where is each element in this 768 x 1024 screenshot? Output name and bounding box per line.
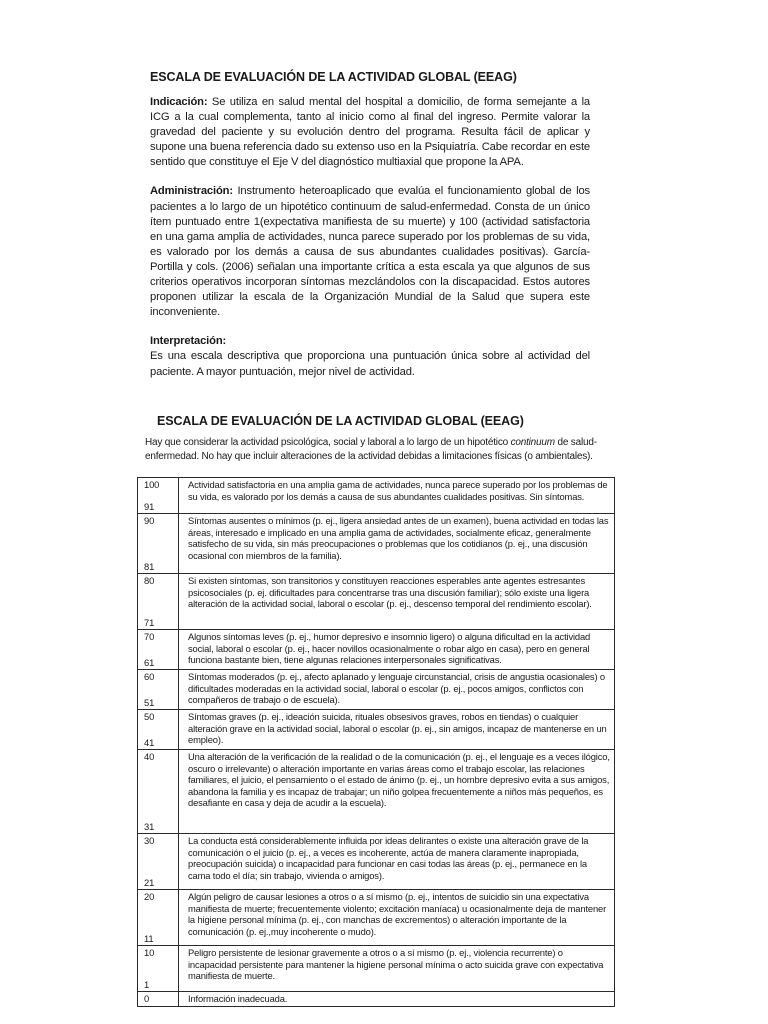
score-range-cell [138, 710, 179, 750]
score-upper: 60 [144, 671, 155, 682]
score-lower: 51 [144, 697, 155, 709]
intro-section [150, 70, 590, 394]
score-range-cell [138, 670, 179, 710]
score-range-cell [138, 514, 179, 574]
score-range-cell [138, 630, 179, 670]
score-upper: 80 [144, 575, 155, 586]
score-lower: 21 [144, 877, 155, 889]
table-row [138, 890, 615, 946]
score-range-cell [138, 890, 179, 946]
eeag-table-body [138, 478, 615, 1007]
score-description: Síntomas moderados (p. ej., afecto aplanado y lenguaje circunstancial, crisis de angustia ocasionales) o dificultades moderadas en la actividad social, laboral o escolar (p. ej., pocos amigos, conflictos con compañeros de trabajo o de escuela). [179, 670, 615, 710]
score-description: Síntomas ausentes o mínimos (p. ej., ligera ansiedad antes de un examen), buena actividad en todas las áreas, interesado e implicado en una amplia gama de actividades, socialmente eficaz, generalmente satisfecho de su vida, sin más preocupaciones o problemas que los cotidianos (p. ej., una discusión ocasional con miembros de la familia). [179, 514, 615, 574]
score-upper: 50 [144, 711, 155, 722]
score-description: Algún peligro de causar lesiones a otros o a sí mismo (p. ej., intentos de suicidio sin una expectativa manifiesta de muerte; frecuentemente violento; excitación maníaca) u ocasionalmente deja de mantener la higiene personal mínima (p. ej., con manchas de excrementos) o alteración importante de la comunicación (p. ej.,muy incoherente o mudo). [179, 890, 615, 946]
eeag-table [137, 477, 615, 1007]
score-description: Algunos síntomas leves (p. ej., humor depresivo e insomnio ligero) o alguna dificultad en la actividad social, laboral o escolar (p. ej., hacer novillos ocasionalmente o robar algo en casa), pero en general funciona bastante bien, tiene algunas relaciones interpersonales significativas. [179, 630, 615, 670]
table-row [138, 946, 615, 992]
score-upper: 90 [144, 515, 155, 526]
score-range-cell [138, 946, 179, 992]
table-row [138, 514, 615, 574]
scale-title: ESCALA DE EVALUACIÓN DE LA ACTIVIDAD GLOBAL (EEAG) [157, 414, 524, 428]
administracion-text: Instrumento heteroaplicado que evalúa el funcionamiento global de los pacientes a lo largo de un hipotético continuum de salud-enfermedad. Consta de un único ítem puntuado entre 1(expectativa manifiesta de su muerte) y 100 (actividad satisfactoria en una gama amplia de actividades, nunca parece superado por los problemas de su vida, es valorado por los demás a causa de sus abundantes cualidades positivas). García-Portilla y cols. (2006) señalan una importante crítica a esta escala ya que algunos de sus criterios operativos incorporan síntomas mezclándolos con la discapacidad. Estos autores proponen utilizar la escala de la Organización Mundial de la Salud que supera este inconveniente. [150, 185, 590, 319]
score-upper: 30 [144, 835, 155, 846]
scale-desc-italic: continuum [510, 437, 555, 448]
score-upper: 40 [144, 751, 155, 762]
score-upper: 0 [144, 993, 150, 1004]
interpretacion-text: Es una escala descriptiva que proporciona una puntuación única sobre al actividad del paciente. A mayor puntuación, mejor nivel de actividad. [150, 350, 590, 378]
score-upper: 10 [144, 947, 155, 958]
scale-desc-before: Hay que considerar la actividad psicológica, social y laboral a lo largo de un hipotético [145, 437, 511, 448]
scale-desc-after: de salud-enfermedad. No hay que incluir alteraciones de la actividad debidas a limitaciones físicas (o ambientales). [145, 437, 597, 462]
score-lower: 81 [144, 561, 155, 573]
table-row [138, 574, 615, 630]
table-row [138, 834, 615, 890]
score-range-cell [138, 750, 179, 834]
score-range-cell [138, 574, 179, 630]
interpretacion-paragraph [150, 334, 590, 379]
score-description: La conducta está considerablemente influida por ideas delirantes o existe una alteración grave de la comunicación o el juicio (p. ej., a veces es incoherente, actúa de manera claramente inapropiada, preocupación suicida) o incapacidad para funcionar en casi todas las áreas (p. ej., permanece en la cama todo el día; sin trabajo, vivienda o amigos). [179, 834, 615, 890]
indicacion-paragraph [150, 95, 590, 170]
score-lower: 71 [144, 617, 155, 629]
administracion-label: Administración: [150, 185, 233, 198]
score-description: Información inadecuada. [179, 992, 615, 1007]
score-lower: 91 [144, 501, 155, 513]
score-description: Actividad satisfactoria en una amplia gama de actividades, nunca parece superado por los problemas de su vida, es valorado por los demás a causa de sus abundantes cualidades positivas. Sin síntomas. [179, 478, 615, 514]
score-lower: 31 [144, 821, 155, 833]
score-description: Si existen síntomas, son transitorios y constituyen reacciones esperables ante agentes estresantes psicosociales (p. ej. dificultades para concentrarse tras una discusión familiar); sólo existe una ligera alteración de la actividad social, laboral o escolar (p. ej., descenso temporal del rendimiento escolar). [179, 574, 615, 630]
score-description: Peligro persistente de lesionar gravemente a otros o a sí mismo (p. ej., violencia recurrente) o incapacidad persistente para mantener la higiene personal mínima o acto suicida grave con expectativa manifiesta de muerte. [179, 946, 615, 992]
score-description: Síntomas graves (p. ej., ideación suicida, rituales obsesivos graves, robos en tiendas) o cualquier alteración grave en la actividad social, laboral o escolar (p. ej., sin amigos, incapaz de mantenerse en un empleo). [179, 710, 615, 750]
table-row [138, 750, 615, 834]
interpretacion-label: Interpretación: [150, 335, 227, 348]
score-upper: 100 [144, 479, 160, 490]
scale-description [145, 436, 600, 464]
score-lower: 61 [144, 657, 155, 669]
score-range-cell [138, 478, 179, 514]
indicacion-text: Se utiliza en salud mental del hospital a domicilio, de forma semejante a la ICG a la cual complementa, tanto al inicio como al final del ingreso. Permite valorar la gravedad del paciente y su evolución dentro del programa. Resulta fácil de aplicar y supone una buena referencia dado su extenso uso en la Psiquiatría. Cabe recordar en este sentido que constituye el Eje V del diagnóstico multiaxial que propone la APA. [150, 96, 590, 169]
table-row [138, 992, 615, 1007]
table-row [138, 670, 615, 710]
score-lower: 1 [144, 979, 150, 991]
table-row [138, 630, 615, 670]
score-lower: 11 [144, 933, 154, 945]
score-description: Una alteración de la verificación de la realidad o de la comunicación (p. ej., el lenguaje es a veces ilógico, oscuro o irrelevante) o alteración importante en varias áreas como el trabajo escolar, las relaciones familiares, el juicio, el pensamiento o el estado de ánimo (p. ej., un hombre depresivo evita a sus amigos, abandona la familia y es incapaz de trabajar; un niño golpea frecuentemente a niños más pequeños, es desafiante en casa y deja de acudir a la escuela). [179, 750, 615, 834]
score-lower: 41 [144, 737, 155, 749]
table-row [138, 478, 615, 514]
score-upper: 70 [144, 631, 155, 642]
intro-title: ESCALA DE EVALUACIÓN DE LA ACTIVIDAD GLOBAL (EEAG) [150, 70, 517, 84]
score-upper: 20 [144, 891, 155, 902]
administracion-paragraph [150, 184, 590, 320]
score-range-cell [138, 834, 179, 890]
table-row [138, 710, 615, 750]
score-range-cell [138, 992, 179, 1007]
indicacion-label: Indicación: [150, 96, 208, 108]
